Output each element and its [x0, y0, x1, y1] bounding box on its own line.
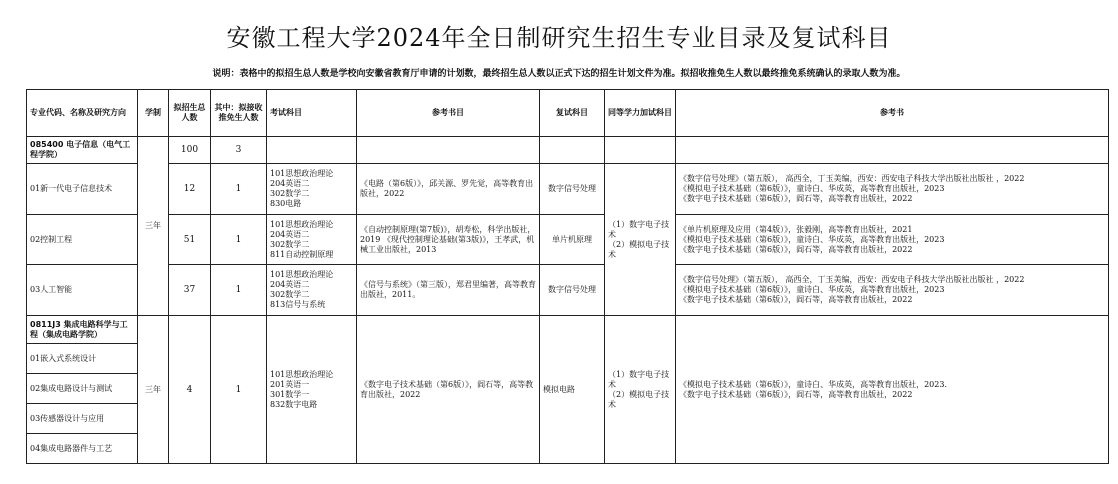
exam-subject: 101思想政治理论 — [270, 270, 334, 279]
exam-subject: 302数学二 — [270, 189, 310, 198]
exam-subject: 204英语二 — [270, 229, 310, 239]
group1-row — [27, 137, 1109, 164]
ref-cell: 《电路（第6版）》，邱关源、罗先觉，高等教育出版社，2022 — [357, 164, 540, 215]
ref2-item: 《数字电子技术基础（第6版）》，阎石等，高等教育出版社，2022 — [679, 194, 913, 203]
ref2-item: 《模拟电子技术基础（第6版）》，童诗白、华成英，高等教育出版社，2023 — [679, 285, 945, 294]
direction-cell: 01嵌入式系统设计 — [27, 344, 138, 374]
group2-total: 4 — [169, 316, 211, 464]
direction-cell: 01新一代电子信息技术 — [27, 164, 138, 215]
group1-exempt: 3 — [211, 137, 267, 164]
direction-cell: 03传感器设计与应用 — [27, 404, 138, 434]
group1-total: 100 — [169, 137, 211, 164]
direction-cell: 02控制工程 — [27, 215, 138, 265]
ref2-item: 《数字电子技术基础（第6版）》，阎石等，高等教育出版社，2022 — [679, 389, 913, 399]
extra-subject: （1）数字电子技术 — [608, 219, 670, 239]
ref2-cell — [676, 164, 1109, 215]
group2-extra-cell — [605, 316, 676, 464]
group2-row — [27, 316, 1109, 344]
exempt-cell: 1 — [211, 265, 267, 316]
group1-extra-empty — [605, 137, 676, 164]
table-row — [27, 164, 1109, 215]
direction-cell: 03人工智能 — [27, 265, 138, 316]
exam-subject: 830电路 — [270, 199, 302, 208]
exam-subject: 302数学二 — [270, 239, 310, 249]
total-cell: 37 — [169, 265, 211, 316]
exam-subject: 101思想政治理论 — [270, 219, 334, 229]
header-duration: 学制 — [138, 90, 169, 137]
header-exempt: 其中：拟接收推免生人数 — [211, 90, 267, 137]
exam-subject: 302数学二 — [270, 290, 310, 299]
group2-ref-cell: 《数字电子技术基础（第6版）》，阎石等，高等教育出版社，2022 — [357, 316, 540, 464]
exam-subject: 832数字电路 — [270, 399, 318, 409]
ref-cell: 《自动控制原理(第7版)》，胡寿松，科学出版社，2019 《现代控制理论基础(第3版)》，王孝武，机械工业出版社，2013 — [357, 215, 540, 265]
group2-exempt: 1 — [211, 316, 267, 464]
extra-subject: （2）模拟电子技术 — [608, 389, 670, 409]
ref2-item: 《数字信号处理》（第五版）， 高西全，丁玉美编，西安：西安电子科技大学出版社出版社 ，2022 — [679, 174, 1025, 183]
group1-duration: 三年 — [138, 137, 169, 316]
ref2-item: 《数字信号处理》（第五版）， 高西全，丁玉美编，西安：西安电子科技大学出版社出版社 ，2022 — [679, 275, 1025, 284]
extra-subject: （2）模拟电子技术 — [608, 239, 670, 259]
table-row — [27, 215, 1109, 265]
exam-subject: 813信号与系统 — [270, 300, 326, 309]
retest-cell: 数字信号处理 — [540, 164, 605, 215]
retest-cell: 数字信号处理 — [540, 265, 605, 316]
exam-subject: 101思想政治理论 — [270, 169, 334, 178]
total-cell: 12 — [169, 164, 211, 215]
exam-subject: 301数学一 — [270, 389, 310, 399]
ref-cell: 《信号与系统》（第三版），郑君里编著，高等教育出版社，2011。 — [357, 265, 540, 316]
group2-exam-cell — [267, 316, 357, 464]
ref2-cell — [676, 215, 1109, 265]
exam-subject: 811自动控制原理 — [270, 249, 334, 259]
ref2-item: 《模拟电子技术基础（第6版）》，童诗白、华成英，高等教育出版社，2023 — [679, 234, 945, 244]
group1-ref-empty — [357, 137, 540, 164]
ref2-item: 《数字电子技术基础（第6版）》，阎石等，高等教育出版社，2022 — [679, 295, 913, 304]
group1-ref2-empty — [676, 137, 1109, 164]
header-exam: 考试科目 — [267, 90, 357, 137]
ref2-item: 《单片机原理及应用（第4版）》，张毅刚，高等教育出版社，2021 — [679, 224, 913, 234]
retest-cell: 单片机原理 — [540, 215, 605, 265]
group1-retest-empty — [540, 137, 605, 164]
exam-cell — [267, 215, 357, 265]
direction-cell: 02集成电路设计与测试 — [27, 374, 138, 404]
exam-cell — [267, 164, 357, 215]
direction-cell: 04集成电路器件与工艺 — [27, 434, 138, 464]
page-title: 安徽工程大学2024年全日制研究生招生专业目录及复试科目 — [226, 24, 892, 52]
exam-cell — [267, 265, 357, 316]
group2-name: 0811J3 集成电路科学与工程（集成电路学院） — [27, 316, 138, 344]
exempt-cell: 1 — [211, 215, 267, 265]
exam-subject: 204英语二 — [270, 179, 310, 188]
ref2-item: 《模拟电子技术基础（第6版）》，童诗白、华成英，高等教育出版社，2023 — [679, 184, 945, 193]
ref2-item: 《模拟电子技术基础（第6版）》，童诗白、华成英，高等教育出版社，2023. — [679, 379, 947, 389]
exam-subject: 101思想政治理论 — [270, 369, 334, 379]
header-major: 专业代码、名称及研究方向 — [27, 90, 138, 137]
group1-name: 085400 电子信息（电气工程学院） — [27, 137, 138, 164]
ref2-item: 《数字电子技术基础（第6版）》，阎石等，高等教育出版社，2022 — [679, 244, 913, 254]
group1-exam-empty — [267, 137, 357, 164]
header-ref2: 参考书 — [676, 90, 1109, 137]
total-cell: 51 — [169, 215, 211, 265]
header-ref: 参考书目 — [357, 90, 540, 137]
page-note: 说明：表格中的拟招生总人数是学校向安徽省教育厅申请的计划数，最终招生总人数以正式下达的招生计划文件为准。拟招收推免生人数以最终推免系统确认的录取人数为准。 — [212, 69, 906, 79]
exempt-cell: 1 — [211, 164, 267, 215]
group1-extra-cell — [605, 164, 676, 316]
exam-subject: 204英语二 — [270, 280, 310, 289]
group2-duration: 三年 — [138, 316, 169, 464]
header-extra: 同等学力加试科目 — [605, 90, 676, 137]
header-retest: 复试科目 — [540, 90, 605, 137]
group2-ref2-cell — [676, 316, 1109, 464]
program-table — [26, 89, 1109, 464]
ref2-cell — [676, 265, 1109, 316]
extra-subject: （1）数字电子技术 — [608, 369, 670, 389]
group2-retest-cell: 模拟电路 — [540, 316, 605, 464]
exam-subject: 201英语一 — [270, 379, 310, 389]
header-row — [27, 90, 1109, 137]
header-total: 拟招生总人数 — [169, 90, 211, 137]
table-row — [27, 265, 1109, 316]
